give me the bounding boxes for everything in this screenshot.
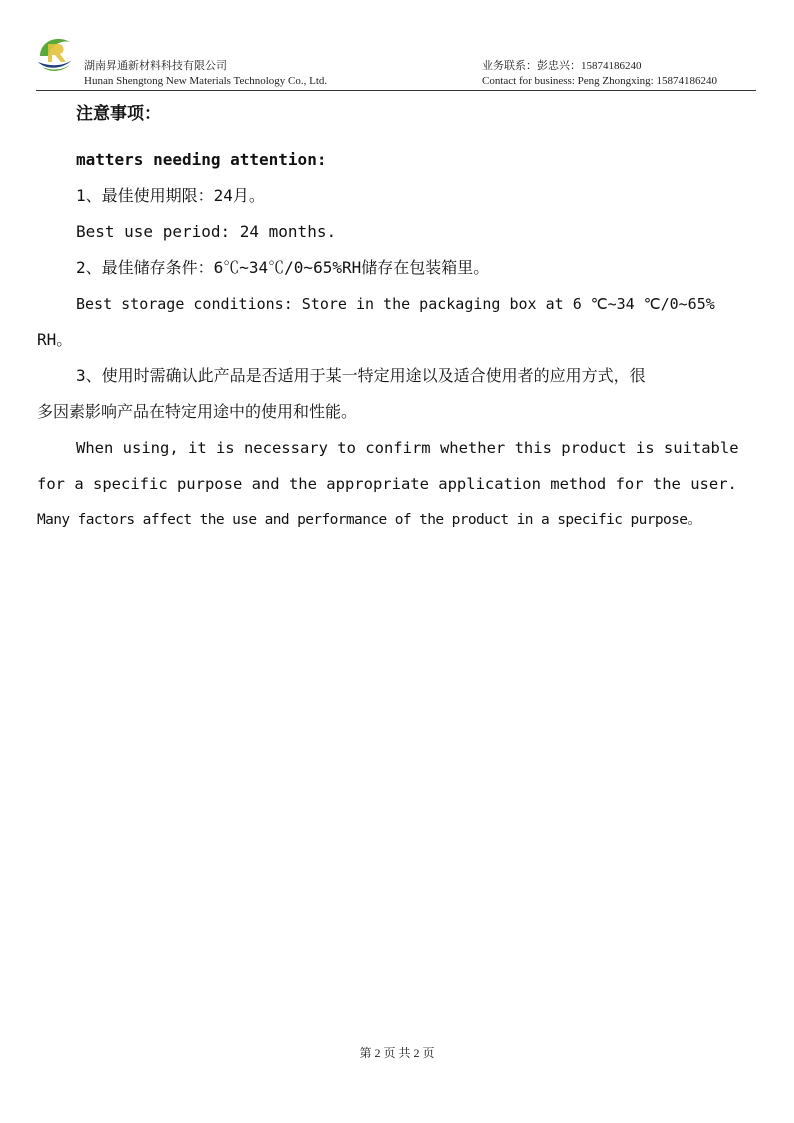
item3-cn-line1: 3、使用时需确认此产品是否适用于某一特定用途以及适合使用者的应用方式，很 bbox=[76, 366, 646, 385]
contact-en: Contact for business: Peng Zhongxing: 15874186240 bbox=[482, 75, 717, 87]
item3-en-line3: Many factors affect the use and performance of the product in a specific purpose。 bbox=[37, 512, 702, 528]
section-title-cn: 注意事项： bbox=[76, 104, 161, 124]
company-info bbox=[84, 59, 327, 89]
company-logo-icon bbox=[36, 34, 74, 74]
page-number: 第 2 页 共 2 页 bbox=[359, 1046, 435, 1060]
page-footer bbox=[0, 1044, 794, 1061]
item2-cn: 2、最佳储存条件：6℃~34℃/0~65%RH储存在包装箱里。 bbox=[76, 258, 490, 277]
company-name-cn: 湖南昇通新材料科技有限公司 bbox=[84, 60, 227, 72]
section-title-en: matters needing attention: bbox=[76, 150, 327, 169]
document-body bbox=[37, 96, 767, 538]
contact-cn: 业务联系：彭忠兴：15874186240 bbox=[482, 60, 642, 72]
item2-en-line2: RH。 bbox=[37, 330, 73, 349]
item2-en-line1: Best storage conditions: Store in the packaging box at 6 ℃~34 ℃/0~65% bbox=[76, 295, 715, 313]
page-header bbox=[36, 34, 756, 91]
item1-en: Best use period: 24 months. bbox=[76, 222, 337, 241]
item3-en-line2: for a specific purpose and the appropriate application method for the user. bbox=[37, 475, 737, 493]
contact-info bbox=[482, 59, 717, 89]
item3-en-line1: When using, it is necessary to confirm whether this product is suitable bbox=[76, 439, 739, 457]
item1-cn: 1、最佳使用期限：24月。 bbox=[76, 186, 265, 205]
company-name-en: Hunan Shengtong New Materials Technology Co., Ltd. bbox=[84, 75, 328, 87]
item3-cn-line2: 多因素影响产品在特定用途中的使用和性能。 bbox=[37, 402, 358, 421]
